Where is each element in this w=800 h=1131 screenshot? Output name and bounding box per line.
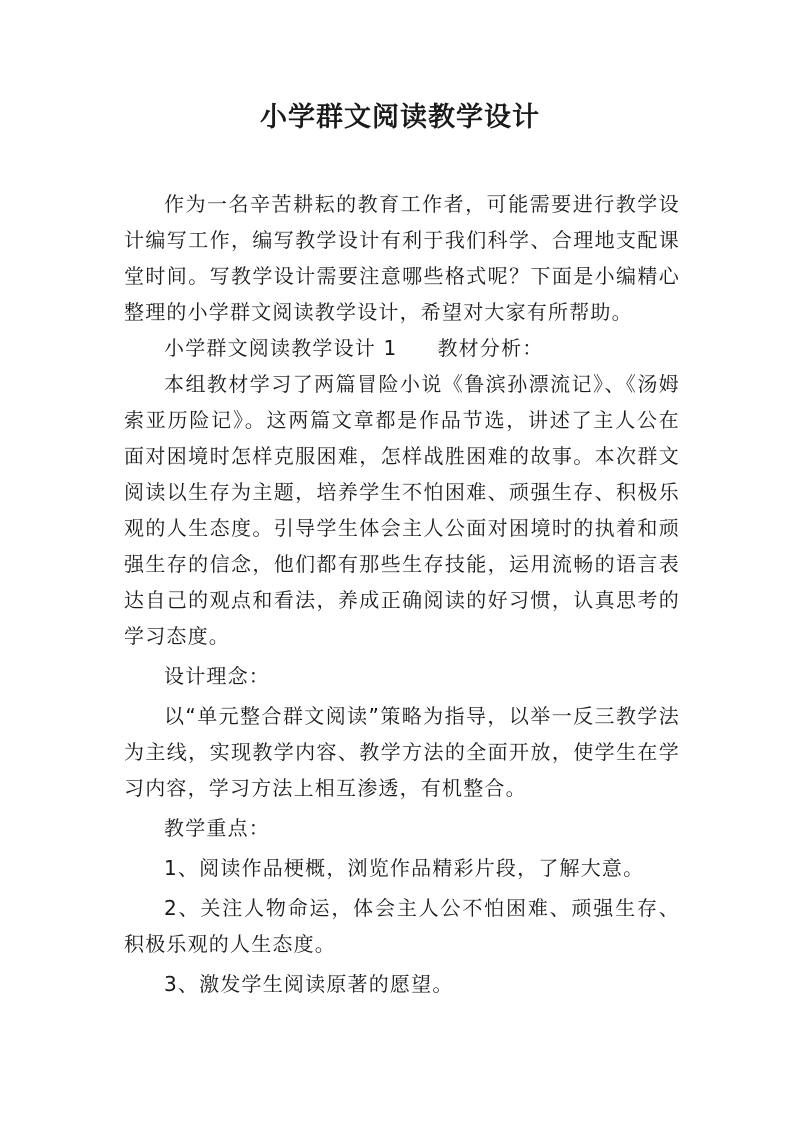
concept-paragraph: 以“单元整合群文阅读”策略为指导，以举一反三教学法为主线，实现教学内容、教学方法的全面开放，使学生在学习内容，学习方法上相互渗透，有机整合。 <box>124 704 680 800</box>
focus-heading: 教学重点： <box>164 816 270 840</box>
concept-heading: 设计理念： <box>164 664 270 688</box>
analysis-heading: 教材分析： <box>437 336 544 360</box>
intro-paragraph: 作为一名辛苦耕耘的教育工作者，可能需要进行教学设计编写工作，编写教学设计有利于我们科学、合理地支配课堂时间。写教学设计需要注意哪些格式呢？下面是小编精心整理的小学群文阅读教学设计，希望对大家有所帮助。 <box>124 192 680 324</box>
document-body <box>124 186 680 1002</box>
section-title: 小学群文阅读教学设计 1 <box>164 336 398 360</box>
analysis-paragraph: 本组教材学习了两篇冒险小说《鲁滨孙漂流记》、《汤姆索亚历险记》。这两篇文章都是作品节选，讲述了主人公在面对困境时怎样克服困难，怎样战胜困难的故事。本次群文阅读以生存为主题，培养学生不怕困难、顽强生存、积极乐观的人生态度。引导学生体会主人公面对困境时的执着和顽强生存的信念，他们都有那些生存技能，运用流畅的语言表达自己的观点和看法，养成正确阅读的好习惯，认真思考的学习态度。 <box>124 372 680 648</box>
document-title: 小学群文阅读教学设计 <box>260 102 540 133</box>
section-heading-line <box>124 330 680 366</box>
focus-item: 2、关注人物命运，体会主人公不怕困难、顽强生存、积极乐观的人生态度。 <box>124 896 680 956</box>
focus-item: 1、阅读作品梗概，浏览作品精彩片段，了解大意。 <box>164 856 645 880</box>
focus-item: 3、激发学生阅读原著的愿望。 <box>164 972 454 996</box>
